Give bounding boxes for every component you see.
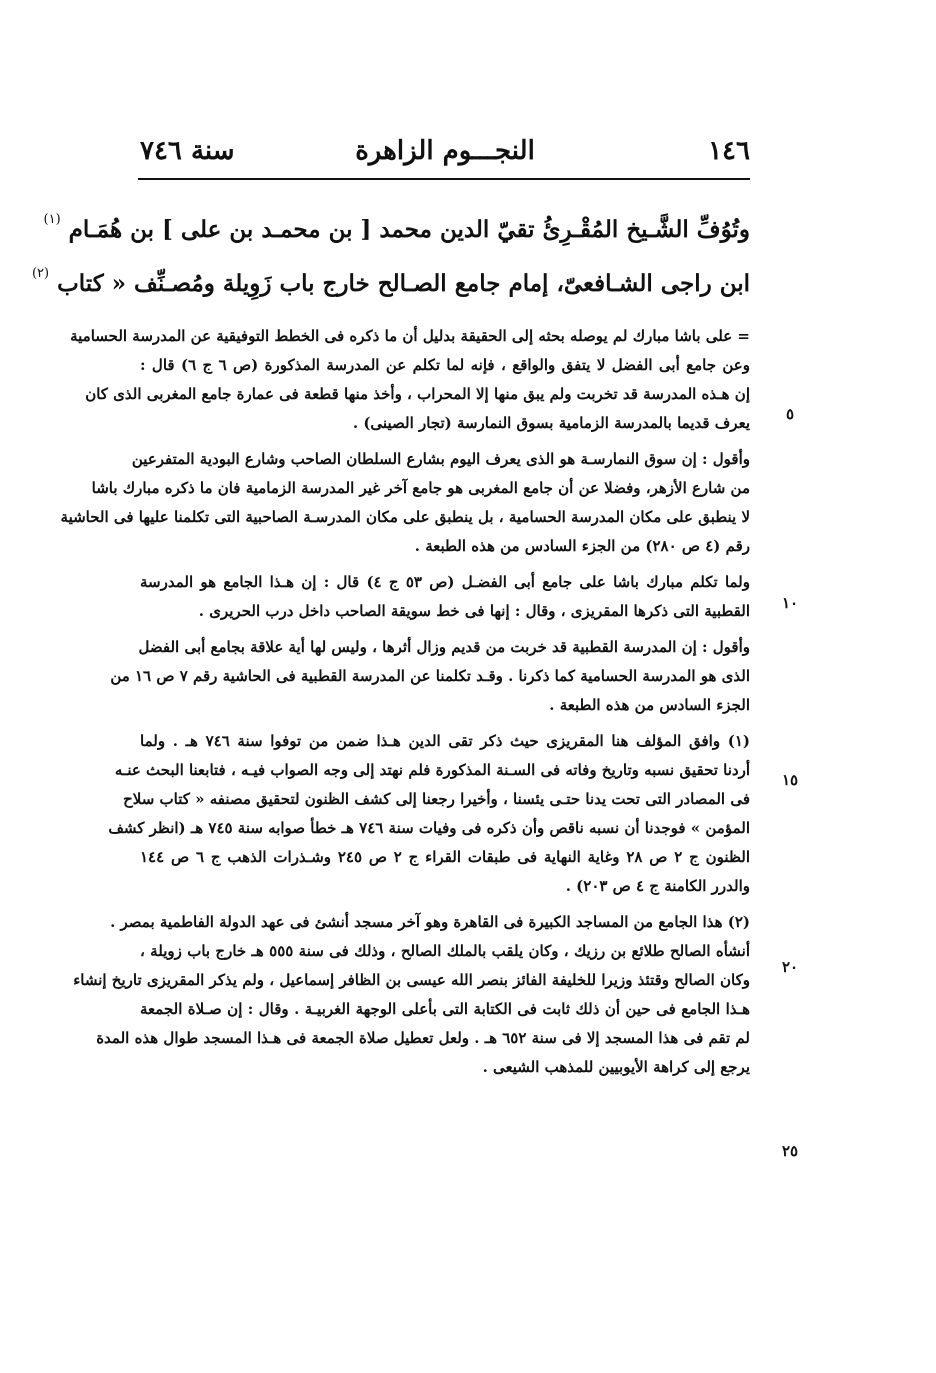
footnote-1-line: المؤمن » فوجدنا أن نسبه ناقص وأن ذكره فى وفيات سنة ٧٤٦ هـ خطأ صوابه سنة ٧٤٥ هـ (انظر كشف xyxy=(108,819,750,837)
note-line: وأقول : إن سوق النمارسـة هو الذى يعرف اليوم بشارع السلطان الصاحب وشارع البودية المتفرعين xyxy=(131,450,750,468)
footnote-1-line: (١) وافق المؤلف هنا المقريزى حيث ذكر تقى الدين هـذا ضمن من توفوا سنة ٧٤٦ هـ . ولما xyxy=(140,732,750,750)
main-text-line-2-content: ابن راجى الشـافعىّ، إمام جامع الصـالح خارج باب زَوِيلة ومُصـنِّف « كتاب xyxy=(57,270,750,297)
note-line: ولما تكلم مبارك باشا على جامع أبى الفضـل (ص ٥٣ ج ٤) قال : إن هـذا الجامع هو المدرسة xyxy=(140,573,750,591)
main-text-line-1 xyxy=(43,203,750,257)
note-line: وأقول : إن المدرسة القطبية قد خربت من قديم وزال أثرها ، وليس لها أية علاقة بجامع أبى الفضل xyxy=(138,638,750,656)
line-number-15: ١٥ xyxy=(781,771,799,789)
footnote-2-line: أنشأه الصالح طلائع بن رزيك ، وكان يلقب بالملك الصالح ، وذلك فى سنة ٥٥٥ هـ خارج باب زويلة ، xyxy=(140,942,751,960)
main-text-line-2 xyxy=(31,257,750,311)
header-year: سنة ٧٤٦ xyxy=(140,136,235,166)
note-line: القطبية التى ذكرها المقريزى ، وقال : إنها فى خط سويقة الصاحب داخل درب الحريرى . xyxy=(198,602,750,620)
page-number: ١٤٦ xyxy=(708,136,750,166)
note-line: من شارع الأزهر، وفضلا عن أن جامع المغربى هو جامع آخر غير المدرسة الزمامية فان ما ذكره مبارك باشا xyxy=(91,479,750,497)
main-text xyxy=(31,195,750,311)
note-line: رقم (٤ ص ٢٨٠) من الجزء السادس من هذه الطبعة . xyxy=(414,537,750,555)
line-number-5: ٥ xyxy=(785,405,795,423)
note-line: وعن جامع أبى الفضل لا يتفق والواقع ، فإنه لما تكلم عن المدرسة المذكورة (ص ٦ ج ٦) قال : xyxy=(140,356,750,374)
footnote-2-line: وكان الصالح وقتئذ وزيرا للخليفة الفائز بنصر الله عيسى بن الظافر إسماعيل ، ولم يذكر المقريزى تاريخ إنشاء xyxy=(73,971,750,989)
note-line: يعرف قديما بالمدرسة الزمامية بسوق النمارسة (تجار الصينى) . xyxy=(352,414,750,432)
note-line: الجزء السادس من هذه الطبعة . xyxy=(549,696,750,714)
header-title: النجـــوم الزاهرة xyxy=(355,136,535,166)
note-line: = على باشا مبارك لم يوصله بحثه إلى الحقيقة بدليل أن ما ذكره فى الخطط التوفيقية عن المدرسة الحسامية xyxy=(70,327,750,345)
footnote-1-line: الظنون ج ٢ ص ٢٨ وغاية النهاية فى طبقات القراء ج ٢ ص ٢٤٥ وشـذرات الذهب ج ٦ ص ١٤٤ xyxy=(140,848,750,866)
footnote-1-line: والدرر الكامنة ج ٤ ص ٢٠٣) . xyxy=(565,877,750,895)
footnote-ref-2: (٢) xyxy=(31,266,50,281)
footnote-2-line: يرجع إلى كراهة الأيوبيين للمذهب الشيعى . xyxy=(482,1058,750,1076)
footnote-2-line: (٢) هذا الجامع من المساجد الكبيرة فى القاهرة وهو آخر مسجد أنشئ فى عهد الدولة الفاطمية بمصر . xyxy=(110,913,750,931)
line-number-10: ١٠ xyxy=(781,594,799,612)
note-line: إن هـذه المدرسة قد تخربت ولم يبق منها إلا المحراب ، وأخذ منها قطعة فى عمارة جامع المغربى الذى كان xyxy=(85,385,750,403)
footnote-ref-1: (١) xyxy=(43,212,61,227)
running-header xyxy=(140,132,750,176)
note-line: لا ينطبق على مكان المدرسة الحسامية ، بل ينطبق على مكان المدرسـة الصاحبية التى تكلمنا عليها فى الحاشية xyxy=(60,508,750,526)
footnote-1-line: فى المصادر التى تحت يدنا حتـى يئسنا ، وأخيرا رجعنا إلى كشف الظنون لتحقيق مصنفه « كتاب سلاح xyxy=(123,790,750,808)
note-line: الذى هو المدرسة الحسامية كما ذكرنا . وقـد تكلمنا عن المدرسة القطبية فى الحاشية رقم ٧ ص ١٦ من xyxy=(110,667,750,685)
footnote-2-line: لم تقم فى هذا المسجد إلا فى سنة ٦٥٢ هـ . ولعل تعطيل صلاة الجمعة فى هـذا المسجد طوال هذه المدة xyxy=(96,1029,750,1047)
header-rule xyxy=(138,178,750,180)
line-number-20: ٢٠ xyxy=(781,958,799,976)
footnote-1-line: أردنا تحقيق نسبه وتاريخ وفاته فى السـنة المذكورة فلم نهتد إلى وجه الصواب فيـه ، فتابعنا البحث عنـه xyxy=(114,761,750,779)
line-number-25: ٢٥ xyxy=(781,1142,799,1160)
main-text-line-1-content: وتُوُفِّ الشَّـيخ المُقْـرِئُ تقيّ الدين محمد [ بن محمـد بن على ] بن هُمَـام xyxy=(68,216,750,243)
footnotes xyxy=(60,322,751,1082)
footnote-2-line: هـذا الجامع فى حين أن ذلك ثابت فى الكتابة التى بأعلى الوجهة الغربيـة . وقال : إن صـلاة الجمعة xyxy=(140,1000,750,1018)
